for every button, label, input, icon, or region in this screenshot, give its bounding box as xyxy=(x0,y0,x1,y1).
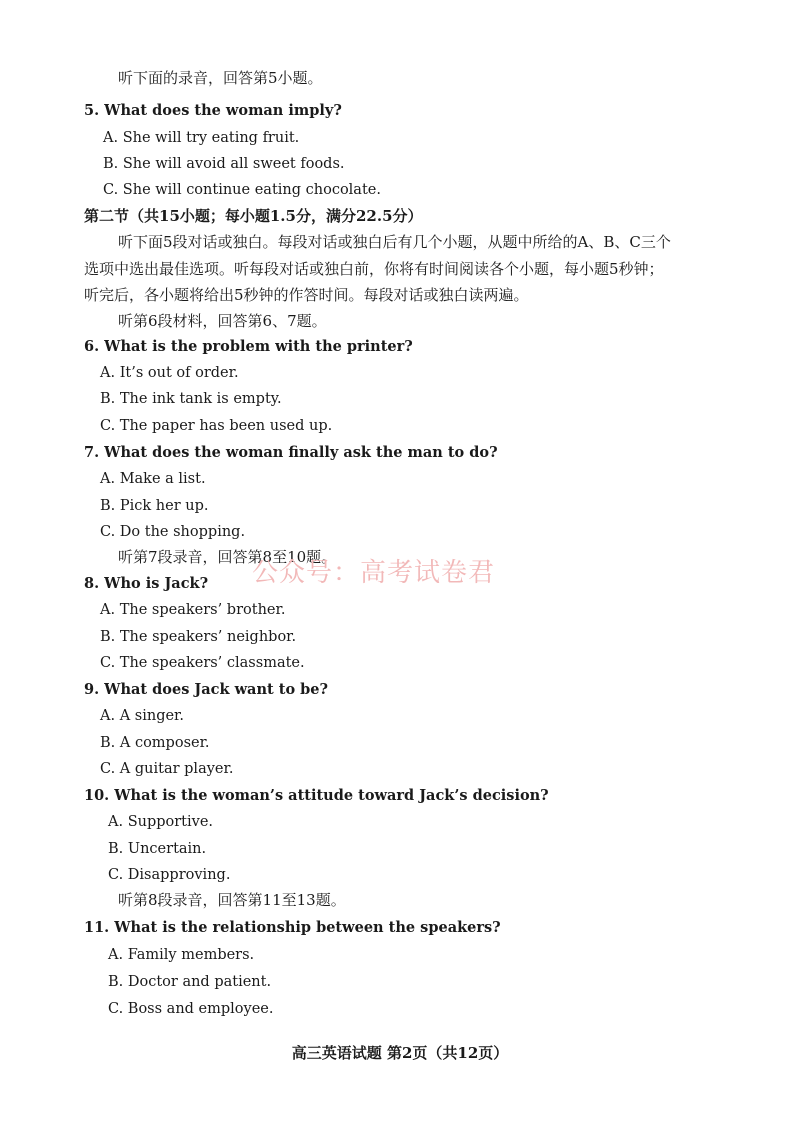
option-8a: A. The speakers’ brother. xyxy=(100,602,286,618)
option-5a: A. She will try eating fruit. xyxy=(103,130,300,146)
listening-instruction: 听第7段录音，回答第8至10题。 xyxy=(118,548,337,566)
question-5: 5. What does the woman imply? xyxy=(84,102,342,119)
option-6b: B. The ink tank is empty. xyxy=(100,391,282,407)
option-10b: B. Uncertain. xyxy=(108,841,207,857)
option-11a: A. Family members. xyxy=(108,947,255,963)
question-7: 7. What does the woman finally ask the man to do? xyxy=(84,444,498,461)
option-11c: C. Boss and employee. xyxy=(108,1001,274,1017)
question-9: 9. What does Jack want to be? xyxy=(84,681,329,698)
option-9b: B. A composer. xyxy=(100,735,210,751)
option-5b: B. She will avoid all sweet foods. xyxy=(103,156,345,172)
option-7c: C. Do the shopping. xyxy=(100,524,246,540)
listening-instruction: 听第6段材料，回答第6、7题。 xyxy=(118,312,327,330)
option-6c: C. The paper has been used up. xyxy=(100,418,333,434)
section-paragraph-line-3: 听完后，各小题将给出5秒钟的作答时间。每段对话或独白读两遍。 xyxy=(84,286,529,304)
option-8c: C. The speakers’ classmate. xyxy=(100,655,305,671)
option-10c: C. Disapproving. xyxy=(108,867,231,883)
option-10a: A. Supportive. xyxy=(108,814,214,830)
question-6: 6. What is the problem with the printer? xyxy=(84,338,413,355)
option-7b: B. Pick her up. xyxy=(100,498,209,514)
question-10: 10. What is the woman’s attitude toward Jack’s decision? xyxy=(84,787,549,804)
question-11: 11. What is the relationship between the speakers? xyxy=(84,919,501,936)
option-5c: C. She will continue eating chocolate. xyxy=(103,182,381,198)
option-8b: B. The speakers’ neighbor. xyxy=(100,629,297,645)
option-6a: A. It’s out of order. xyxy=(100,365,239,381)
watermark: 公众号：高考试卷君 xyxy=(252,558,496,588)
question-8: 8. Who is Jack? xyxy=(84,575,209,592)
option-9a: A. A singer. xyxy=(100,708,184,724)
section-heading: 第二节（共15小题；每小题1.5分，满分22.5分） xyxy=(84,207,423,225)
page-footer: 高三英语试题 第2页（共12页） xyxy=(291,1044,509,1062)
listening-instruction: 听下面的录音，回答第5小题。 xyxy=(118,69,323,87)
listening-instruction: 听第8段录音，回答第11至13题。 xyxy=(118,891,346,909)
option-9c: C. A guitar player. xyxy=(100,761,234,777)
section-paragraph-line-2: 选项中选出最佳选项。听每段对话或独白前，你将有时间阅读各个小题，每小题5秒钟； xyxy=(84,260,664,278)
option-11b: B. Doctor and patient. xyxy=(108,974,272,990)
section-paragraph-line-1: 听下面5段对话或独白。每段对话或独白后有几个小题，从题中所给的A、B、C三个 xyxy=(118,233,671,251)
option-7a: A. Make a list. xyxy=(100,471,206,487)
